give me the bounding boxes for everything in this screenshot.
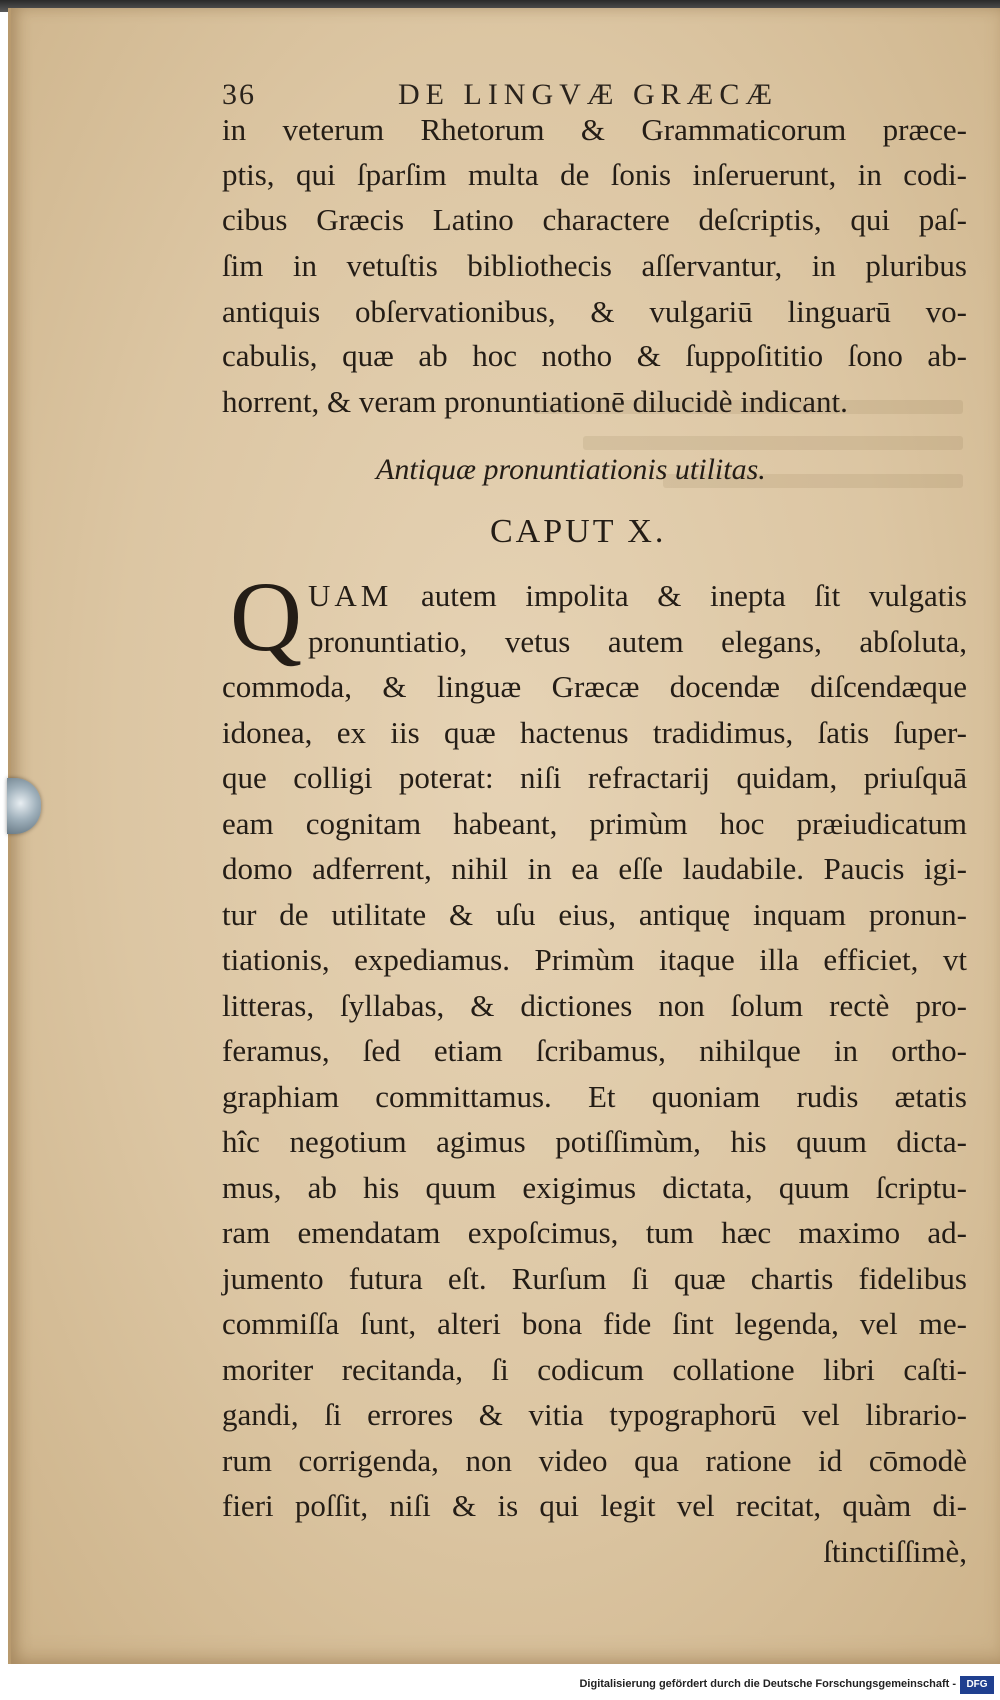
text-line: mus, ab his quum exigimus dictata, quum ſcriptu- [222, 1170, 967, 1205]
text-line: commoda, & linguæ Græcæ docendæ diſcendæque [222, 669, 967, 704]
page-number: 36 [222, 78, 256, 111]
first-text-line [308, 574, 967, 618]
text-line: tiationis, expediamus. Primùm itaque illa efficiet, vt [222, 942, 967, 977]
digitization-footer [0, 1672, 1000, 1700]
text-line: graphiam committamus. Et quoniam rudis ætatis [222, 1079, 967, 1114]
funding-credit: Digitalisierung gefördert durch die Deutsche Forschungsgemeinschaft - [579, 1678, 956, 1690]
chapter-subtitle: Antiquæ pronuntiationis utilitas. [376, 453, 766, 486]
text-line: domo adferrent, nihil in ea eſſe laudabile. Paucis igi- [222, 851, 967, 886]
text-line: horrent, & veram pronuntiationē dilucidè indicant. [222, 384, 848, 419]
text-line: cabulis, quæ ab hoc notho & ſuppoſititio ſono ab- [222, 338, 967, 373]
chapter-heading: CAPUT X. [490, 513, 667, 550]
text-line: commiſſa ſunt, alteri bona fide ſint legenda, vel me- [222, 1306, 967, 1341]
drop-cap-initial: Q [229, 561, 303, 672]
text-line: moriter recitanda, ſi codicum collatione libri caſti- [222, 1352, 967, 1387]
first-word: UAM [308, 578, 393, 613]
dfg-logo: DFG [960, 1676, 994, 1694]
text-line: jumento futura eſt. Rurſum ſi quæ chartis fidelibus [222, 1261, 967, 1296]
catchword: ſtinctiſſimè, [823, 1534, 967, 1569]
text-line: feramus, ſed etiam ſcribamus, nihilque in ortho- [222, 1033, 967, 1068]
text-line: cibus Græcis Latino charactere deſcriptis, qui paſ- [222, 202, 967, 237]
text-line: ptis, qui ſparſim multa de ſonis inſeruerunt, in codi- [222, 157, 967, 192]
binding-clip [7, 778, 41, 834]
running-title: DE LINGVÆ GRÆCÆ [398, 78, 779, 111]
text-line: in veterum Rhetorum & Grammaticorum præce- [222, 112, 967, 147]
text-line: rum corrigenda, non video qua ratione id cōmodè [222, 1443, 967, 1478]
text-line: fieri poſſit, niſi & is qui legit vel recitat, quàm di- [222, 1488, 967, 1523]
text-line: tur de utilitate & uſu eius, antiquę inquam pronun- [222, 897, 967, 932]
text-line-rest: autem impolita & inepta ſit vulgatis [420, 578, 967, 613]
text-line: hîc negotium agimus potiſſimùm, his quum dicta- [222, 1124, 967, 1159]
text-line: idonea, ex iis quæ hactenus tradidimus, ſatis ſuper- [222, 715, 967, 750]
show-through-text [583, 436, 963, 450]
text-line: antiquis obſervationibus, & vulgariū linguarū vo- [222, 294, 967, 329]
text-line: litteras, ſyllabas, & dictiones non ſolum rectè pro- [222, 988, 967, 1023]
text-line: eam cognitam habeant, primùm hoc præiudicatum [222, 806, 967, 841]
text-line: ram emendatam expoſcimus, tum hæc maximo ad- [222, 1215, 967, 1250]
text-line: ſim in vetuſtis bibliothecis aſſervantur, in pluribus [222, 248, 967, 283]
text-line: que colligi poterat: niſi refractarij quidam, priuſquā [222, 760, 967, 795]
text-line: gandi, ſi errores & vitia typographorū vel librario- [222, 1397, 967, 1432]
text-line: pronuntiatio, vetus autem elegans, abſoluta, [308, 624, 967, 659]
